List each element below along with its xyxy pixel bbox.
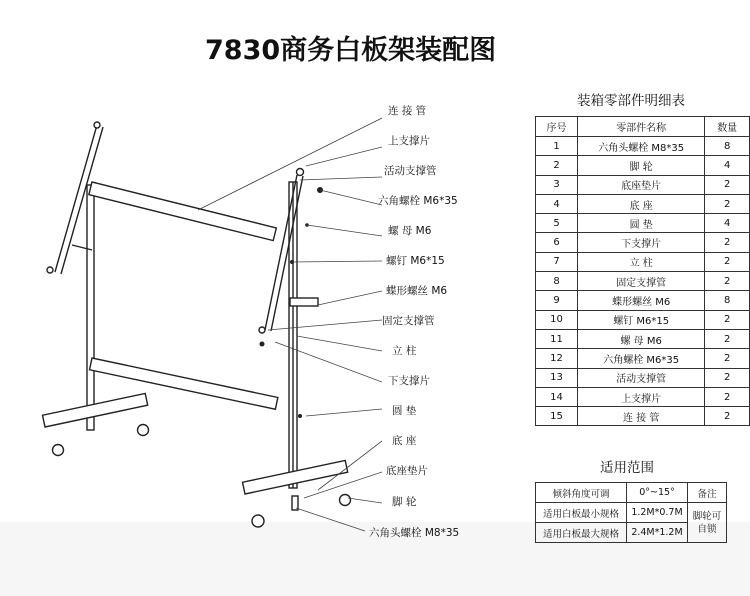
parts-cell: 4 (536, 194, 578, 213)
front-caster-1 (252, 515, 264, 527)
parts-cell: 6 (536, 233, 578, 252)
header-no: 序号 (536, 117, 578, 137)
parts-cell: 2 (705, 233, 750, 252)
callout-screw-m6: 螺钉 M6*15 (386, 255, 445, 267)
parts-cell: 3 (536, 175, 578, 194)
parts-cell: 立 柱 (578, 252, 705, 271)
range-cell: 脚轮可自锁 (688, 503, 727, 543)
parts-cell: 六角螺栓 M6*35 (578, 349, 705, 368)
parts-cell: 底 座 (578, 194, 705, 213)
callout-base-shim: 底座垫片 (386, 465, 428, 477)
callout-caster: 脚 轮 (392, 496, 417, 508)
table-row (536, 272, 750, 291)
range-cell: 适用白板最小规格 (536, 503, 627, 523)
range-cell: 2.4M*1.2M (627, 523, 688, 543)
callout-movable-support-tube: 活动支撑管 (384, 165, 437, 177)
table-row (536, 407, 750, 426)
parts-cell: 2 (705, 194, 750, 213)
parts-cell: 底座垫片 (578, 175, 705, 194)
range-cell: 倾斜角度可调 (536, 483, 627, 503)
parts-cell: 上支撑片 (578, 387, 705, 406)
rear-caster-2 (138, 425, 149, 436)
table-row (536, 349, 750, 368)
header-part-name: 零部件名称 (578, 117, 705, 137)
parts-cell: 4 (705, 156, 750, 175)
table-row (536, 252, 750, 271)
table-row (536, 194, 750, 213)
callout-lower-support-plate: 下支撑片 (388, 375, 430, 387)
parts-cell: 脚 轮 (578, 156, 705, 175)
parts-cell: 13 (536, 368, 578, 387)
parts-cell: 六角头螺栓 M8*35 (578, 137, 705, 156)
parts-cell: 2 (705, 387, 750, 406)
parts-cell: 2 (705, 329, 750, 348)
table-row (536, 214, 750, 233)
parts-cell: 8 (536, 272, 578, 291)
table-row (536, 329, 750, 348)
table-row (536, 175, 750, 194)
range-cell: 备注 (688, 483, 727, 503)
table-row (536, 137, 750, 156)
parts-cell: 2 (705, 310, 750, 329)
table-row (536, 387, 750, 406)
parts-cell: 下支撑片 (578, 233, 705, 252)
front-tilt-rail-b (271, 176, 303, 331)
fixed-support-tube (290, 298, 318, 306)
front-caster-2 (340, 495, 351, 506)
callout-upper-support-plate: 上支撑片 (388, 135, 430, 147)
parts-cell: 15 (536, 407, 578, 426)
table-row (536, 368, 750, 387)
rear-tilt-rail-b (61, 127, 103, 274)
table-row (536, 156, 750, 175)
callout-wing-screw-m6: 蝶形螺丝 M6 (386, 285, 448, 297)
callout-nut-m6: 螺 母 M6 (388, 225, 432, 237)
parts-cell: 7 (536, 252, 578, 271)
parts-cell: 活动支撑管 (578, 368, 705, 387)
parts-cell: 2 (705, 407, 750, 426)
page-title: 7830商务白板架装配图 (205, 35, 497, 66)
parts-cell: 连 接 管 (578, 407, 705, 426)
callout-hex-bolt-m6: 六角螺栓 M6*35 (378, 195, 458, 207)
parts-cell: 9 (536, 291, 578, 310)
parts-cell: 12 (536, 349, 578, 368)
table-row (536, 233, 750, 252)
table-row (536, 291, 750, 310)
range-table (535, 482, 727, 543)
parts-cell: 2 (705, 272, 750, 291)
range-table-title: 适用范围 (600, 460, 654, 476)
parts-cell: 螺 母 M6 (578, 329, 705, 348)
rear-upright (87, 185, 94, 430)
header-qty: 数量 (705, 117, 750, 137)
parts-cell: 蝶形螺丝 M6 (578, 291, 705, 310)
rear-caster-1 (53, 445, 64, 456)
parts-cell: 圆 垫 (578, 214, 705, 233)
parts-table-header (536, 117, 750, 137)
parts-cell: 2 (705, 175, 750, 194)
parts-cell: 11 (536, 329, 578, 348)
table-row (536, 483, 727, 503)
table-row (536, 503, 727, 523)
callout-round-washer: 圆 垫 (392, 405, 417, 417)
parts-cell: 1 (536, 137, 578, 156)
callout-upright-post: 立 柱 (392, 345, 417, 357)
parts-table-title: 装箱零部件明细表 (577, 93, 685, 109)
table-row (536, 310, 750, 329)
parts-cell: 8 (705, 137, 750, 156)
callout-hex-head-bolt-m8: 六角头螺栓 M8*35 (369, 527, 460, 539)
parts-cell: 固定支撑管 (578, 272, 705, 291)
parts-cell: 4 (705, 214, 750, 233)
range-cell: 0°~15° (627, 483, 688, 503)
callout-connector-tube: 连 接 管 (388, 105, 427, 117)
range-cell: 1.2M*0.7M (627, 503, 688, 523)
rear-base (43, 393, 148, 427)
parts-cell: 10 (536, 310, 578, 329)
parts-cell: 2 (705, 349, 750, 368)
callout-fixed-support-tube: 固定支撑管 (382, 315, 435, 327)
parts-cell: 螺钉 M6*15 (578, 310, 705, 329)
callout-base: 底 座 (392, 435, 417, 447)
parts-cell: 2 (705, 368, 750, 387)
parts-table (535, 116, 750, 426)
parts-cell: 8 (705, 291, 750, 310)
rear-upper-bar (89, 182, 277, 241)
parts-cell: 5 (536, 214, 578, 233)
parts-cell: 2 (705, 252, 750, 271)
range-cell: 适用白板最大规格 (536, 523, 627, 543)
parts-cell: 2 (536, 156, 578, 175)
parts-cell: 14 (536, 387, 578, 406)
